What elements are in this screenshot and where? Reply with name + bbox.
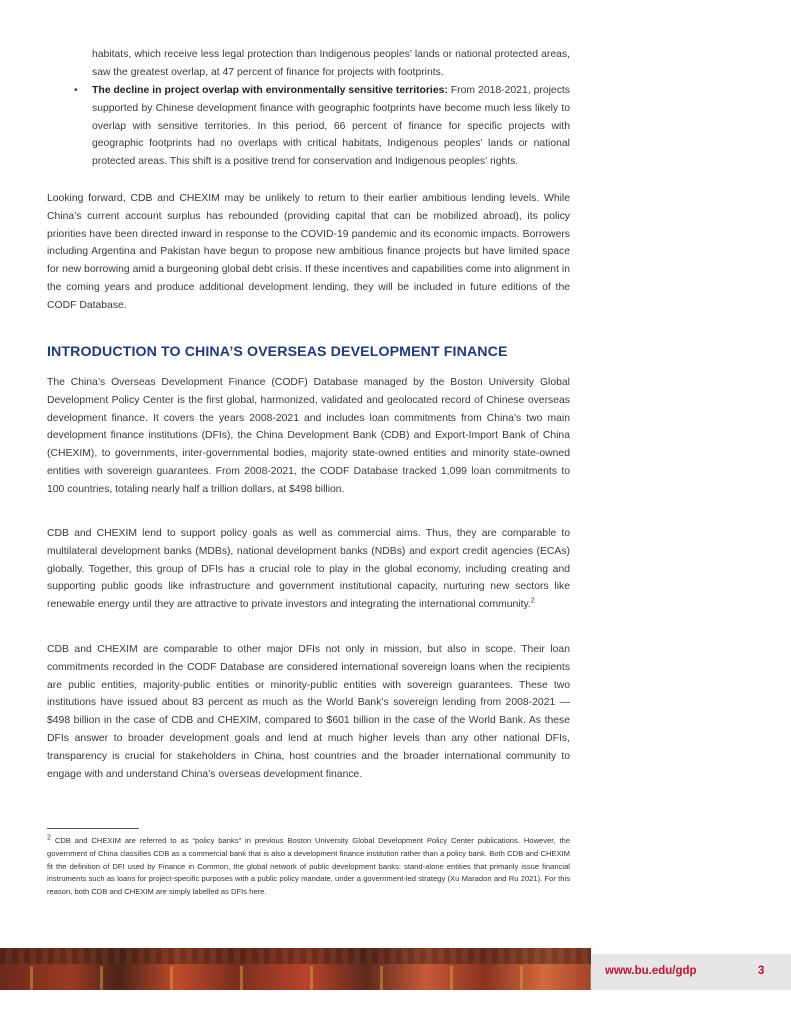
footer-photo-lantern-detail bbox=[0, 966, 591, 990]
footnote-number: 2 bbox=[47, 834, 51, 842]
bullet-item bbox=[74, 82, 570, 171]
intro-paragraph-1: The China’s Overseas Development Finance (CODF) Database managed by the Boston University Global Development Policy Center is the first global, harmonized, validated and geolocated record of Chinese overseas development finance. It covers the years 2008-2021 and includes loan commitments from China’s two main development finance institutions (DFIs), the China Development Bank (CDB) and Export-Import Bank of China (CHEXIM), to governments, inter-governmental bodies, majority state-owned entities and minority state-owned entities with sovereign guarantees. From 2008-2021, the CODF Database tracked 1,099 loan commitments to 100 countries, totaling nearly half a trillion dollars, at $498 billion. bbox=[47, 377, 570, 495]
footnote-divider bbox=[47, 828, 139, 829]
footer-url-link[interactable]: www.bu.edu/gdp bbox=[605, 965, 697, 977]
bullet-marker: • bbox=[74, 85, 78, 96]
bullet-lead: The decline in project overlap with environmentally sensitive territories: bbox=[92, 85, 448, 96]
page-number: 3 bbox=[758, 965, 765, 977]
footer-photo-roof-detail bbox=[0, 948, 591, 964]
footnote-text: CDB and CHEXIM are referred to as “policy banks” in previous Boston University Global Development Policy Center publications. However, the government of China classifies CDB as a commercial bank that is also a development finance institution rather than a policy bank. Both CDB and CHEXIM fit the definition of DFI used by Finance in Common, the global network of public development banks: stand-alone entities that primarily issue financial instruments such as loans for project-specific purposes with a public policy mandate, under a government-led strategy (Xu Maradon and Ru 2021). For this reason, both CDB and CHEXIM are simply labelled as DFIs here. bbox=[47, 836, 570, 897]
bullet-body: From 2018-2021, projects supported by Chinese development finance with geographic footprints have become much less likely to overlap with sensitive territories. In this period, 66 percent of finance for specific projects with geographic footprints had no overlaps with critical habitats, Indigenous peoples’ lands or national protected areas. This shift is a positive trend for conservation and Indigenous peoples’ rights. bbox=[92, 85, 570, 168]
intro-paragraph-2 bbox=[47, 525, 570, 614]
continued-text: habitats, which receive less legal protection than Indigenous peoples’ lands or national protected areas, saw the greatest overlap, at 47 percent of finance for projects with footprints. bbox=[92, 49, 570, 78]
footnote-ref[interactable]: 2 bbox=[530, 597, 535, 605]
intro-paragraph-3: CDB and CHEXIM are comparable to other major DFIs not only in mission, but also in scope. Their loan commitments recorded in the CODF Database are considered international sovereign loans when the recipients are public entities, majority-public entities or minority-public entities with sovereign guarantees. These two institutions have issued about 83 percent as much as the World Bank’s sovereign lending from 2008-2021 — $498 billion in the case of CDB and CHEXIM, compared to $601 billion in the case of the World Bank. As these DFIs answer to broader development goals and lend at much higher levels than any other national DFIs, transparency is crucial for stakeholders in China, host countries and the broader international community to engage with and understand China’s overseas development finance. bbox=[47, 644, 570, 780]
outlook-paragraph: Looking forward, CDB and CHEXIM may be unlikely to return to their earlier ambitious lending levels. While China’s current account surplus has rebounded (providing capital that can be mobilized abroad), its policy priorities have been directed inward in response to the COVID-19 pandemic and its economic impacts. Borrowers including Argentina and Pakistan have begun to propose new ambitious finance projects but have limited space for new borrowing amid a burgeoning global debt crisis. If these incentives and capabilities come into alignment in the coming years and produce additional development lending, they will be included in future editions of the CODF Database. bbox=[47, 193, 570, 311]
bullet-paragraph bbox=[92, 82, 570, 171]
intro-paragraph-2-text: CDB and CHEXIM lend to support policy goals as well as commercial aims. Thus, they are comparable to multilateral development banks (MDBs), national development banks (NDBs) and export credit agencies (ECAs) globally. Together, this group of DFIs has a crucial role to play in the global economy, including creating and supporting public goods like infrastructure and government institutional capacity, nurturing new sectors like renewable energy until they are attractive to private investors and integrating the international community. bbox=[47, 528, 570, 611]
section-heading: INTRODUCTION TO CHINA’S OVERSEAS DEVELOPMENT FINANCE bbox=[47, 344, 508, 360]
footnote bbox=[47, 835, 570, 899]
